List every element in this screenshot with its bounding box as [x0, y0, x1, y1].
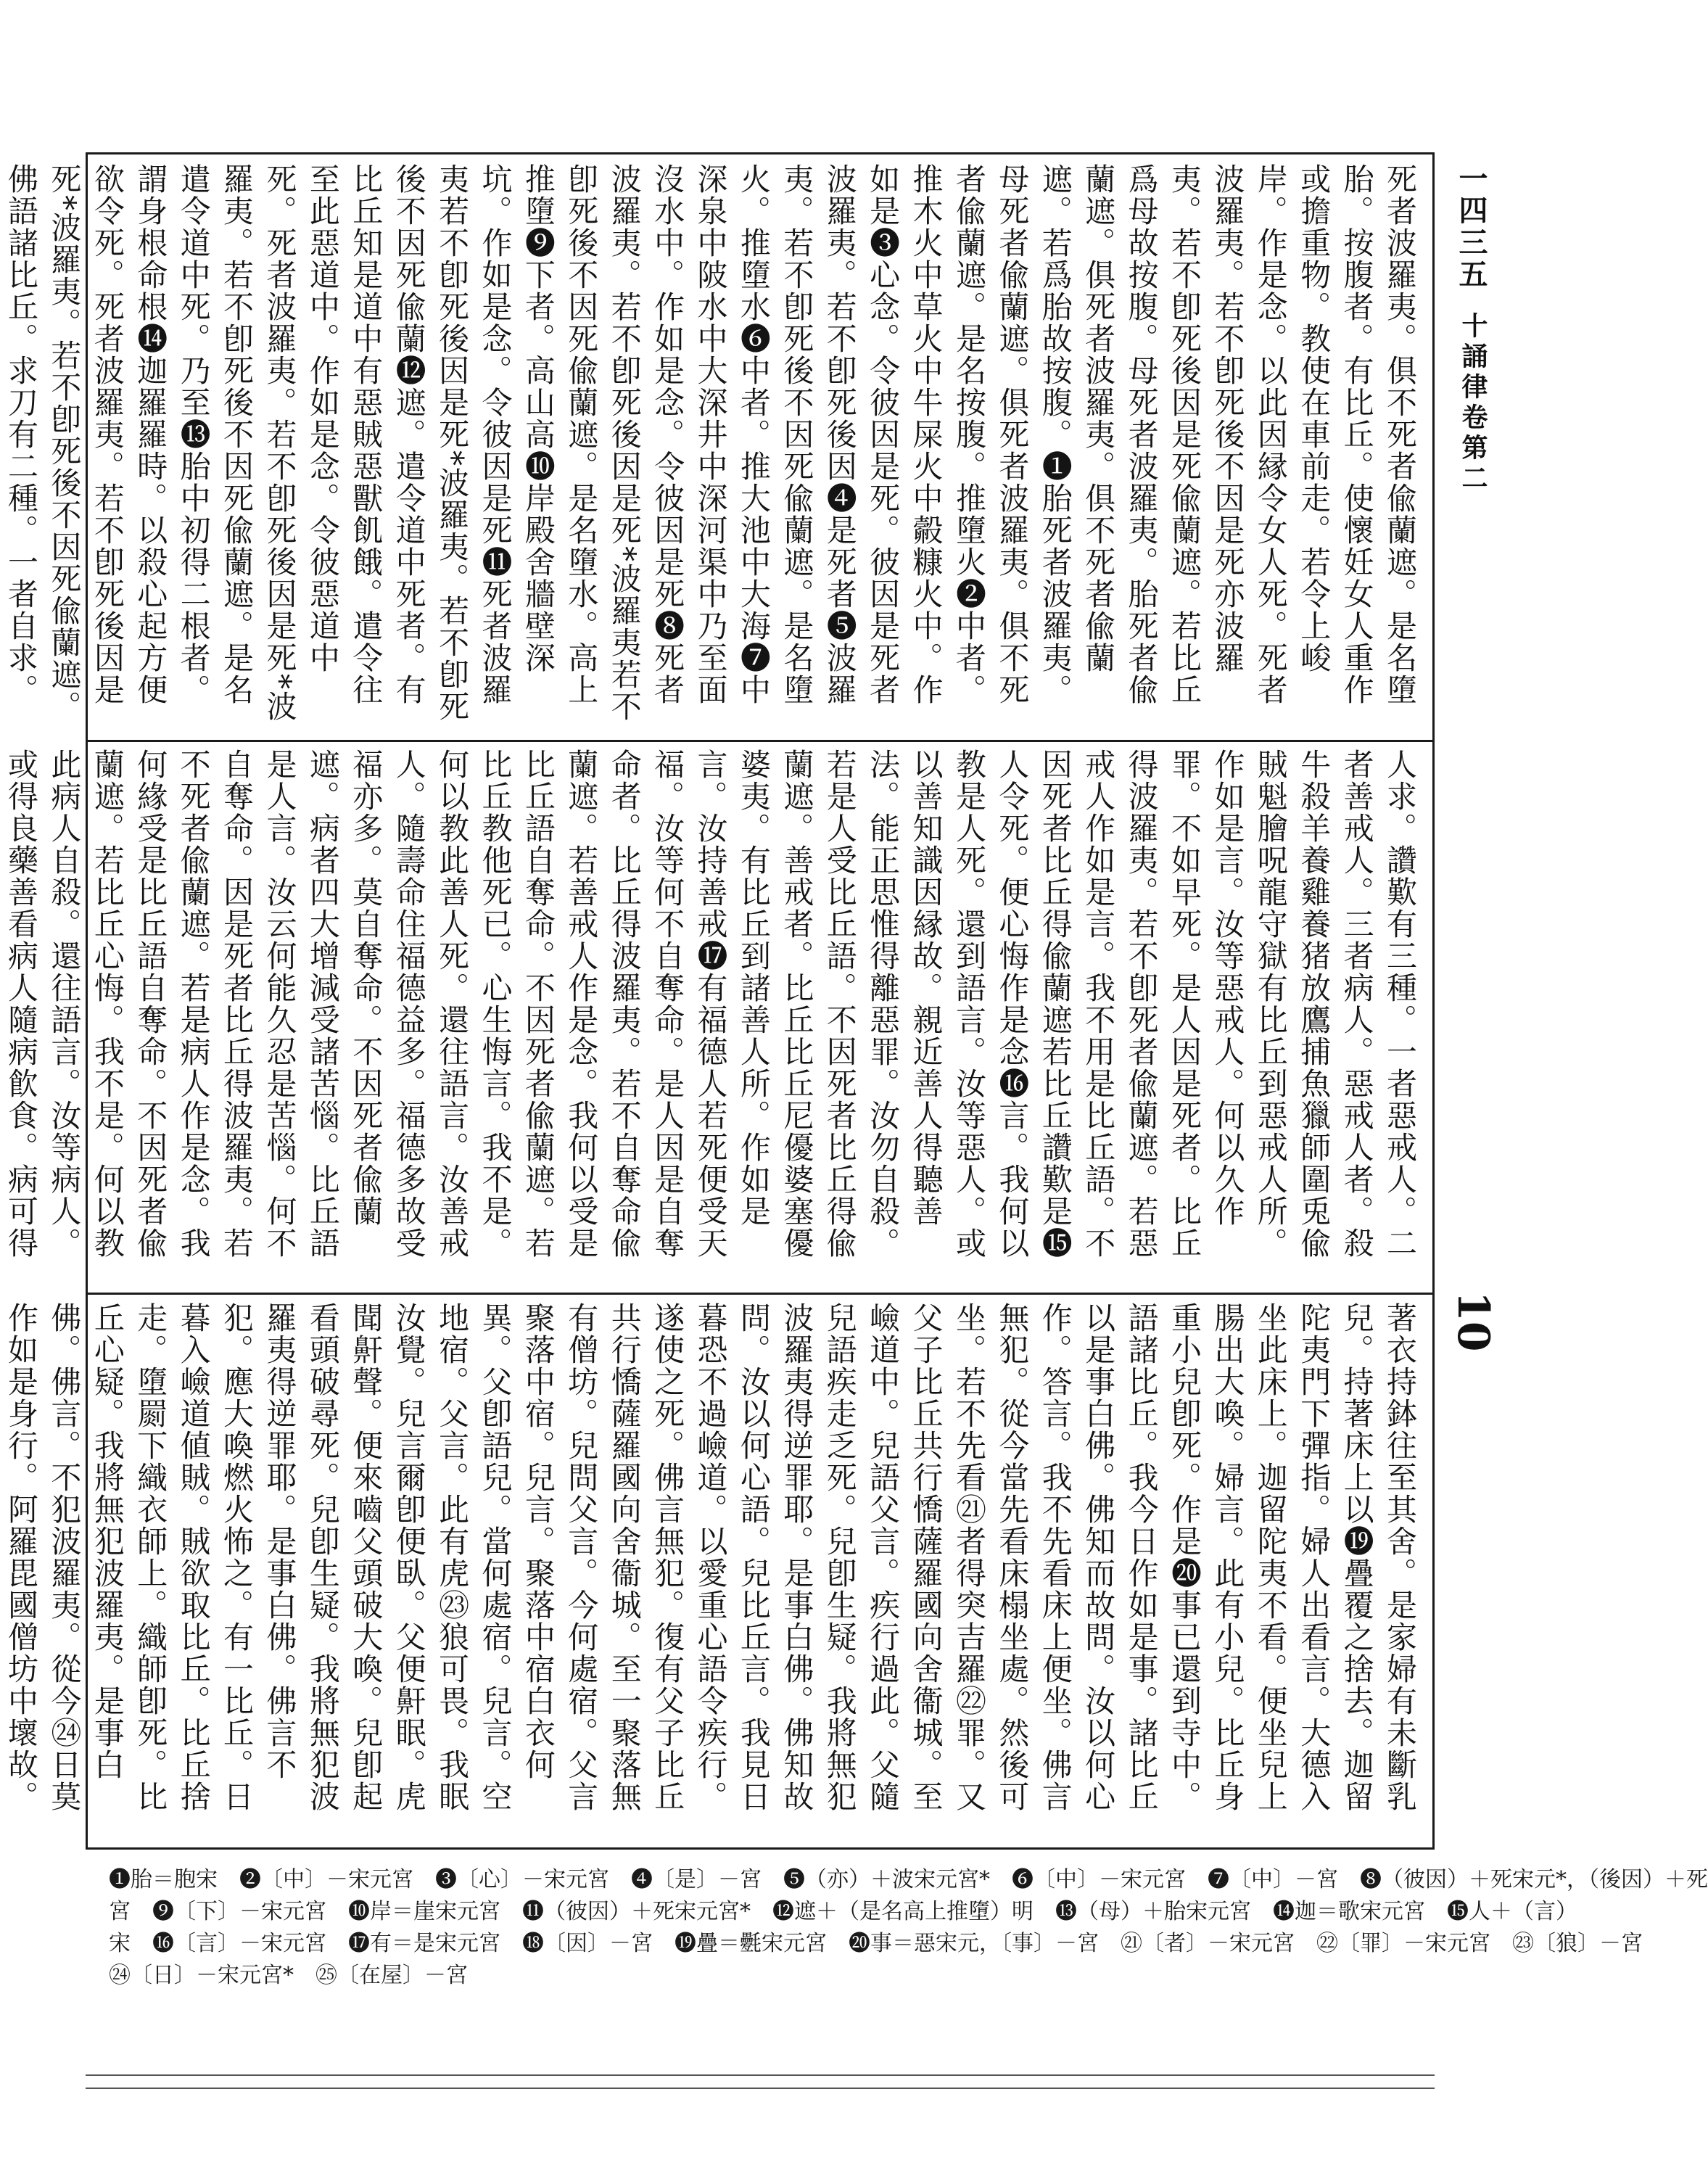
register-upper: 死者波羅夷。俱不死者偸蘭遮。是名墮胎。按腹者。有比丘。使懷妊女人重作或擔重物。教使在車前走。若令上峻岸。作是念。以此因縁令女人死。死者波羅夷。若不卽死後不因是死亦波羅夷。若不卽死後因是死偸蘭遮。若比丘爲母故按腹。母死者波羅夷。胎死者偸蘭遮。俱死者波羅夷。俱不死者偸蘭遮。若爲胎故按腹。❶胎死者波羅夷。母死者偸蘭遮。俱死者波羅夷。俱不死者偸蘭遮。是名按腹。推墮火❷中者。推木火中草火中牛屎火中㲉糠火中。作如是❸心念。令彼因是死。彼因是死者波羅夷。若不卽死後因❹是死者❺波羅夷。若不卽死後不因死偸蘭遮。是名墮火。推墮水❻中者。推大池中大海❼中深泉中陂水中大深井中深河渠中乃至面沒水中。作如是念。令彼因是死❽死者波羅夷。若不卽死後因是死*波羅夷若不卽死後不因死偸蘭遮。是名墮水。高上推墮❾下者。高山高❿岸殿舍牆壁深坑。作如是念。令彼因是死⓫死者波羅夷若不卽死後因是死*波羅夷。若不卽死後不因死偸蘭⓬遮。遣令道中死者。有比丘知是道中有惡賊惡獸飢餓。遣令往至此惡道中。作如是念。令彼惡道中死。死者波羅夷。若不卽死後因是死*波羅夷。若不卽死後不因死偸蘭遮。是名遣令道中死。乃至⓭胎中初得二根者。謂身根命根⓮迦羅羅時。以殺心起方便欲令死。死者波羅夷。若不卽死後因是死*波羅夷。若不卽死後不因死偸蘭遮。佛語諸比丘。求刀有二種。一者自求。 — [4, 163, 1418, 722]
register-middle: 人求。讚歎有三種。一者惡戒人。二者善戒人。三者病人。惡戒人者。殺牛殺羊養雞養猪放鷹捕魚獵師圍兎偸賊魁膾呪龍守獄有比丘到惡戒人所。作如是言。汝等惡戒人。何以久作罪。不如早死。是人因是死者。比丘得波羅夷。若不卽死者偸蘭遮。若惡戒人作如是言。我不用是比丘語。不因死者比丘得偸蘭遮若比丘讚歎是⓯人令死。便心悔作是念⓰言。我何以教是人死。還到語言。汝等惡人。或以善知識因縁故。親近善人得聽善法。能正思惟得離惡罪。汝勿自殺。若是人受比丘語。不因死者比丘得偸蘭遮。善戒者。比丘比丘尼優婆塞優婆夷。有比丘到諸善人所。作如是言。汝持善戒⓱有福德人若死便受天福。汝等何不自奪命。是人因是自奪命者。比丘得波羅夷。若不自奪命偸蘭遮。若善戒人作是念。我何以受是比丘語自奪命。不因死者偸蘭遮。若比丘教他死已。心生悔言。我不是。何以教此善人死。還往語言。汝善戒人。隨壽命住福德益多。福德多故受福亦多。莫自奪命。不因死者偸蘭遮。病者四大增減受諸苦惱。比丘語是人言。汝云何能久忍是苦惱。何不自奪命。因是死者比丘得波羅夷。若不死者偸蘭遮。若是病人作是念。我何緣受是比丘語自奪命。不因死者偸蘭遮。若比丘心悔。我不是。何以教此病人自殺。還往語言。汝等病人。或得良藥善看病人隨病飮食。病可得 — [4, 749, 1418, 1259]
side-number: 10 — [1448, 1291, 1498, 1352]
footnote-line: ㉔〔日〕－宋元宮* ㉕〔在屋〕－宮 — [109, 1963, 468, 1988]
footnote-line: 宋 ⓰〔言〕－宋元宮 ⓱有＝是宋元宮 ⓲〔因〕－宮 ⓳疊＝氎宋元宮 ⓴事＝惡宋元，〔事〕－宮 ㉑〔者〕－宋元宮 ㉒〔罪〕－宋元宮 ㉓〔狼〕－宮 — [109, 1931, 1643, 1956]
bottom-rule — [86, 2074, 1435, 2076]
register-divider-top — [88, 740, 1432, 742]
bottom-rule-second — [86, 2088, 1435, 2089]
page-number: 一四三五 — [1454, 163, 1488, 291]
running-title: 十誦律卷第二 — [1458, 312, 1488, 495]
footnote-line: ❶胎＝胞宋 ❷〔中〕－宋元宮 ❸〔心〕－宋元宮 ❹〔是〕－宮 ❺（亦）＋波宋元宮* ❻〔中〕－宋元宮 ❼〔中〕－宮 ❽（彼因）＋死宋元*，（後因）＋死 — [109, 1867, 1708, 1892]
register-lower: 著衣持鉢往至其舍。是家婦有未斷乳兒。持著床上以⓳疊覆之捨去。迦留陀夷門下彈指。婦人出看言。大德入坐此床上。迦留陀夷不看。便坐兒上腸出大喚。婦言。此有小兒。比丘身重小兒卽死。作是⓴事已還到寺中。語諸比丘。我今日作如是事。諸比丘以是事白佛。佛知而故問。汝以何心作。答言。我不先看床上便坐。佛言無犯。從今當先看床榻坐處。然後可坐。若不先看㉑者得突吉羅㉒罪。又父子比丘共行憍薩羅國向舍衞城。至嶮道中。兒語父言。疾行過此。父隨兒語疾走乏死。兒卽生疑。我將無犯波羅夷得逆罪耶。是事白佛。佛知故問。汝以何心語。兒比丘言。我見日暮恐不過嶮道。以愛重心語令疾行。遂使之死。佛言無犯。復有父子比丘共行憍薩羅國向舍衞城。至一聚落無有僧坊。兒問父言。今何處宿。父言聚落中宿。兒言。聚落中宿白衣何異。父卽語兒。當何處宿。兒言。空地宿。父言。此有虎㉓狼可畏。我眠汝覺。兒言爾卽便臥。父便鼾眠。虎聞鼾聲。便來嚙父頭破大喚。兒卽起看頭破尋死。兒卽生疑。我將無犯波羅夷得逆罪耶。是事白佛。佛言不犯。應大喚燃火怖之。有一比丘。日暮入嶮道値賊。賊欲取比丘。比丘捨走。墮罽下織衣師上。織師卽死。比丘心疑。我將無犯波羅夷。是事白佛。佛言。不犯波羅夷。從今㉔日莫作如是身行。阿羅毘國僧坊中壞故。 — [4, 1302, 1418, 1813]
footnotes — [109, 1864, 1708, 1992]
register-divider-bottom — [88, 1293, 1432, 1295]
footnote-line: 宮 ❾〔下〕－宋元宮 ❿岸＝崖宋元宮 ⓫（彼因）＋死宋元宮* ⓬遮＋（是名高上推墮）明 ⓭（母）＋胎宋元宮 ⓮迦＝歌宋元宮 ⓯人＋（言） — [109, 1899, 1577, 1924]
